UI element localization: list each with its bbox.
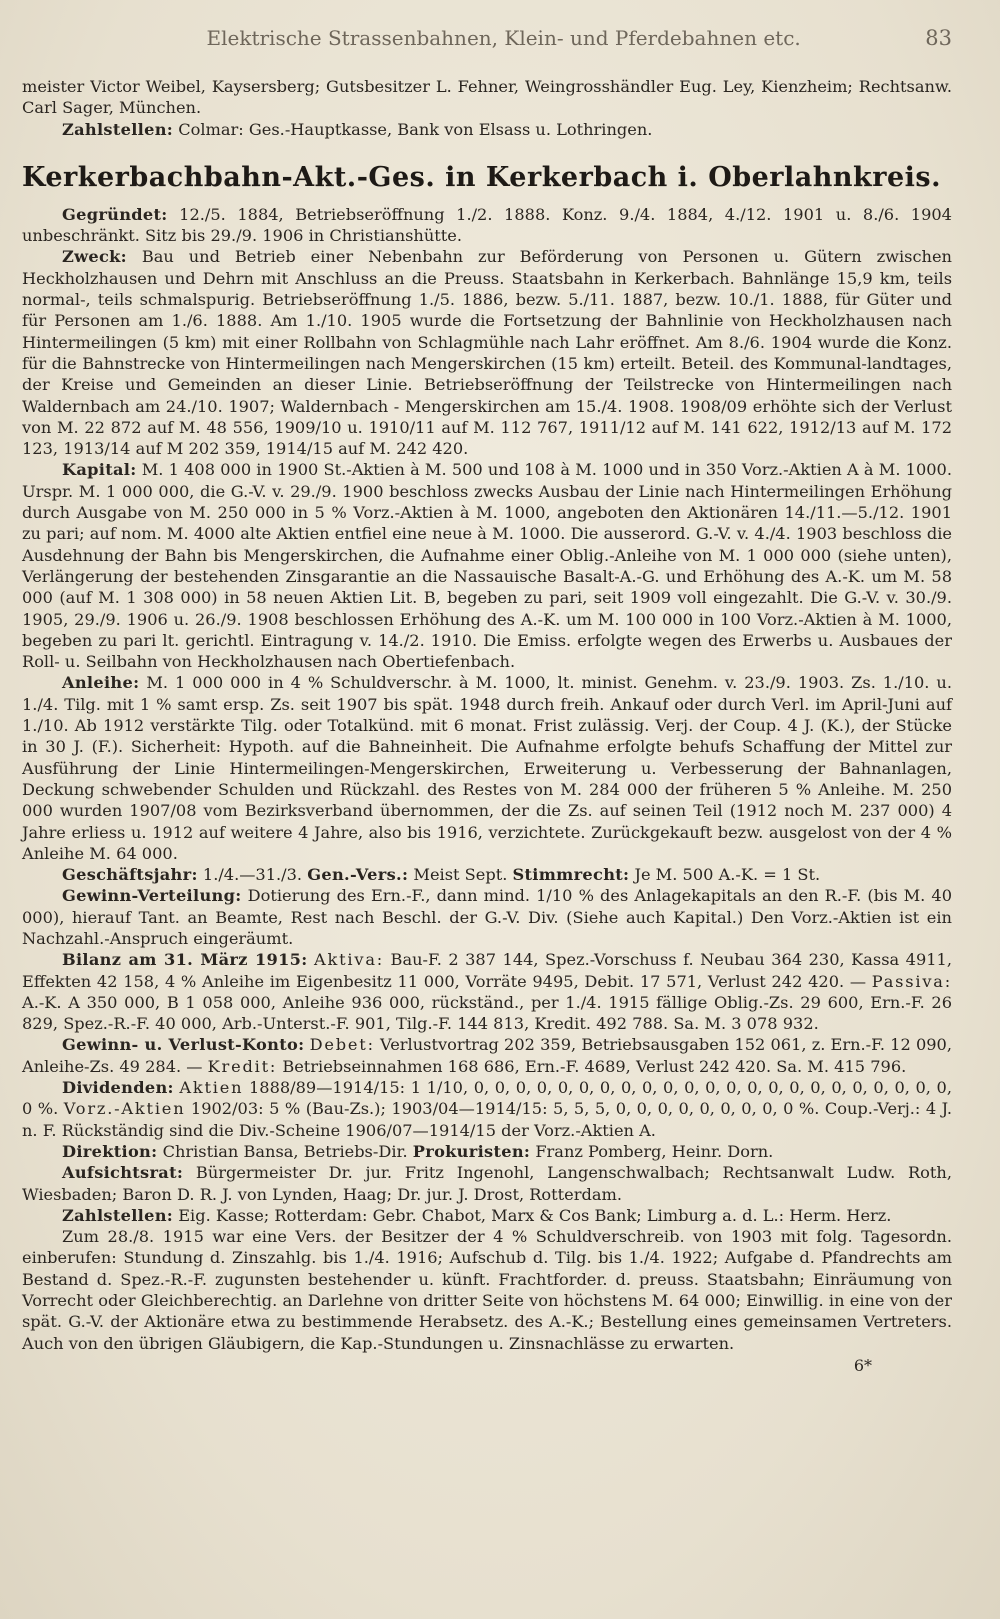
- zweck-label: Zweck:: [62, 247, 127, 267]
- gegruendet-text: 12./5. 1884, Betriebseröffnung 1./2. 1888. Konz. 9./4. 1884, 4./12. 1901 u. 8./6. 1904 unbeschränkt. Sitz bis 29./9. 1906 in Christianshütte.: [22, 204, 952, 246]
- page-number: 83: [925, 26, 952, 50]
- gegruendet-label: Gegründet:: [62, 204, 168, 224]
- passiva-text: A.-K. A 350 000, B 1 058 000, Anleihe 936 000, rückständ., per 1./4. 1915 fällige Oblig.-Zs. 29 600, Ern.-F. 26 829, Spez.-R.-F. 40 000, Arb.-Unterst.-F. 901, Tilg.-F. 144 813, Kredit. 492 788. Sa. M. 3 078 932.: [22, 992, 952, 1034]
- prokuristen-text: Franz Pomberg, Heinr. Dorn.: [535, 1141, 774, 1161]
- aktiva-text: Bau-F. 2 387 144, Spez.-Vorschuss f. Neubau 364 230, Kassa 4911, Effekten 42 158, 4 % Anleihe im Eigenbesitz 11 000, Vorräte 9495, Debit. 17 571, Verlust 242 420. —: [22, 950, 953, 991]
- company-title: Kerkerbachbahn-Akt.-Ges. in Kerkerbach i. Oberlahnkreis.: [22, 161, 941, 193]
- aktien-label: Aktien: [179, 1078, 244, 1098]
- aufsichtsrat-paragraph: [22, 1162, 952, 1205]
- zahlstellen2-paragraph: [22, 1205, 952, 1226]
- prokuristen-label: Prokuristen:: [412, 1141, 531, 1161]
- direktion-paragraph: [22, 1141, 952, 1162]
- aktiva-label: Aktiva:: [314, 950, 385, 970]
- zweck-text: Bau und Betrieb einer Nebenbahn zur Beförderung von Personen u. Gütern zwischen Heckholzhausen und Dehrn mit Anschluss an die Preuss. Staatsbahn in Kerkerbach. Bahnlänge 15,9 km, teils normal-, teils schmalspurig. Betriebseröffnung 1./5. 1886, bezw. 5./11. 1887, bezw. 10./1. 1888, für Güter und für Personen am 1./6. 1888. Am 1./10. 1905 wurde die Fortsetzung der Bahnlinie von Heckholzhausen nach Hintermeilingen (5 km) mit einer Rollbahn von Schlagmühle nach Lahr eröffnet. Am 8./6. 1904 wurde die Konz. für die Bahnstrecke von Hintermeilingen nach Mengerskirchen (15 km) erteilt. Beteil. des Kommunal-landtages, der Kreise und Gemeinden an dieser Linie. Betriebseröffnung der Teilstrecke von Hintermeilingen nach Waldernbach am 24./10. 1907; Waldernbach - Mengerskirchen am 15./4. 1908. 1908/09 erhöhte sich der Verlust von M. 22 872 auf M. 48 556, 1909/10 u. 1910/11 auf M. 112 767, 1911/12 auf M. 141 622, 1912/13 auf M. 172 123, 1913/14 auf M 202 359, 1914/15 auf M. 242 420.: [22, 247, 952, 459]
- geschaeftsjahr-label: Geschäftsjahr:: [62, 865, 198, 885]
- dividenden-paragraph: [22, 1077, 952, 1141]
- debet-text: Verlustvortrag 202 359, Betriebsausgaben 152 061, z. Ern.-F. 12 090, Anleihe-Zs. 49 284. —: [22, 1035, 952, 1076]
- stimmrecht-text: Je M. 500 A.-K. = 1 St.: [634, 865, 821, 885]
- stimmrecht-label: Stimmrecht:: [512, 865, 630, 885]
- geschaeftsjahr-text: 1./4.—31./3.: [202, 865, 303, 885]
- aufsichtsrat-text: Bürgermeister Dr. jur. Fritz Ingenohl, Langenschwalbach; Rechtsanwalt Ludw. Roth, Wiesbaden; Baron D. R. J. von Lynden, Haag; Dr. jur. J. Drost, Rotterdam.: [22, 1163, 952, 1204]
- direktion-label: Direktion:: [62, 1141, 158, 1161]
- bilanz-paragraph: [22, 949, 952, 1034]
- signature-mark: 6*: [853, 1355, 872, 1375]
- gewinn-verteilung-text: Dotierung des Ern.-F., dann mind. 1/10 % des Anlagekapitals an den R.-F. (bis M. 40 000), hierauf Tant. an Beamte, Rest nach Beschl. der G.-V. Div. (Siehe auch Kapital.) Den Vorz.-Aktien ist ein Nachzahl.-Anspruch eingeräumt.: [22, 886, 952, 948]
- running-header: [22, 26, 952, 50]
- bilanz-label: Bilanz am 31. März 1915:: [62, 950, 308, 970]
- gewinn-verteilung-paragraph: [22, 885, 952, 949]
- zweck-paragraph: [22, 246, 952, 459]
- intro-text: meister Victor Weibel, Kaysersberg; Gutsbesitzer L. Fehner, Weingrosshändler Eug. Ley, Kienzheim; Rechtsanw. Carl Sager, München.: [22, 77, 952, 118]
- zahlstellen2-label: Zahlstellen:: [62, 1205, 174, 1225]
- note-text: Zum 28./8. 1915 war eine Vers. der Besitzer der 4 % Schuldverschreib. von 1903 mit folg. Tagesordn. einberufen: Stundung d. Zinszahlg. bis 1./4. 1916; Aufschub d. Tilg. bis 1./4. 1922; Aufgabe d. Pfandrechts am Bestand d. Spez.-R.-F. zugunsten bestehender u. künft. Frachtforder. d. preuss. Staatsbahn; Einräumung von Vorrecht oder Gleichberechtig. an Darlehne von dritter Seite von höchstens M. 64 000; Einwillig. in eine von der spät. G.-V. der Aktionäre etwa zu bestimmende Herabsetz. des A.-K.; Bestellung eines gemeinsamen Vertreters. Auch von den übrigen Gläubigern, die Kap.-Stundungen u. Zinsnachlässe zu erwarten.: [22, 1227, 952, 1353]
- zahlstellen2-text: Eig. Kasse; Rotterdam: Gebr. Chabot, Marx & Cos Bank; Limburg a. d. L.: Herm. Herz.: [178, 1205, 892, 1225]
- aufsichtsrat-label: Aufsichtsrat:: [62, 1163, 184, 1183]
- running-title: Elektrische Strassenbahnen, Klein- und Pferdebahnen etc.: [206, 26, 801, 50]
- kredit-text: Betriebseinnahmen 168 686, Ern.-F. 4689, Verlust 242 420. Sa. M. 415 796.: [282, 1056, 907, 1076]
- passiva-label: Passiva:: [871, 971, 952, 991]
- vorz-aktien-text: 1902/03: 5 % (Bau-Zs.); 1903/04—1914/15: 5, 5, 5, 0, 0, 0, 0, 0, 0, 0, 0, 0 %. Coup.-Verj.: 4 J. n. F. Rückständig sind die Div.-Scheine 1906/07—1914/15 der Vorz.-Aktien A.: [22, 1099, 952, 1140]
- zahlstellen-paragraph: [22, 119, 952, 140]
- kapital-text: M. 1 408 000 in 1900 St.-Aktien à M. 500 und 108 à M. 1000 und in 350 Vorz.-Aktien A à M. 1000. Urspr. M. 1 000 000, die G.-V. v. 29./9. 1900 beschloss zwecks Ausbau der Linie nach Hintermeilingen Erhöhung durch Ausgabe von M. 250 000 in 5 % Vorz.-Aktien à M. 1000, angeboten den Aktionären 14./11.—5./12. 1901 zu pari; auf nom. M. 4000 alte Aktien entfiel eine neue à M. 1000. Die ausserord. G.-V. v. 4./4. 1903 beschloss die Ausdehnung der Bahn bis Mengerskirchen, die Aufnahme einer Oblig.-Anleihe von M. 1 000 000 (siehe unten), Verlängerung der bestehenden Zinsgarantie an die Nassauische Basalt-A.-G. und Erhöhung des A.-K. um M. 58 000 (auf M. 1 308 000) in 58 neuen Aktien Lit. B, begeben zu pari, seit 1909 voll eingezahlt. Die G.-V. v. 30./9. 1905, 29./9. 1906 u. 26./9. 1908 beschlossen Erhöhung des A.-K. um M. 100 000 in 100 Vorz.-Aktien à M. 1000, begeben zu pari lt. gerichtl. Eintragung v. 14./2. 1910. Die Emiss. erfolgte wegen des Erwerbs u. Ausbaues der Roll- u. Seilbahn von Heckholzhausen nach Obertiefenbach.: [22, 460, 952, 672]
- anleihe-label: Anleihe:: [62, 673, 140, 693]
- debet-label: Debet:: [309, 1035, 375, 1055]
- zahlstellen-text: Colmar: Ges.-Hauptkasse, Bank von Elsass u. Lothringen.: [178, 119, 653, 139]
- gewinn-verlust-label: Gewinn- u. Verlust-Konto:: [62, 1035, 305, 1055]
- vorz-aktien-label: Vorz.-Aktien: [63, 1099, 186, 1119]
- note-paragraph: [22, 1226, 952, 1354]
- anleihe-paragraph: [22, 672, 952, 864]
- zahlstellen-label: Zahlstellen:: [62, 119, 174, 139]
- intro-paragraph: [22, 76, 952, 119]
- kapital-label: Kapital:: [62, 460, 137, 480]
- gegruendet-paragraph: [22, 204, 952, 247]
- dividenden-label: Dividenden:: [62, 1078, 174, 1098]
- kapital-paragraph: [22, 459, 952, 672]
- anleihe-text: M. 1 000 000 in 4 % Schuldverschr. à M. 1000, lt. minist. Genehm. v. 23./9. 1903. Zs. 1./10. u. 1./4. Tilg. mit 1 % samt ersp. Zs. seit 1907 bis spät. 1948 durch freih. Ankauf oder durch Verl. im April-Juni auf 1./10. Ab 1912 verstärkte Tilg. oder Totalkünd. mit 6 monat. Frist zulässig. Verj. der Coup. 4 J. (K.), der Stücke in 30 J. (F.). Sicherheit: Hypoth. auf die Bahneinheit. Die Aufnahme erfolgte behufs Schaffung der Mittel zur Ausführung der Linie Hintermeilingen-Mengerskirchen, Erweiterung u. Verbesserung der Bahnanlagen, Deckung schwebender Schulden und Rückzahl. des Restes von M. 284 000 der früheren 5 % Anleihe. M. 250 000 wurden 1907/08 vom Bezirksverband übernommen, der die Zs. auf seinen Teil (1912 noch M. 237 000) 4 Jahre erliess u. 1912 auf weitere 4 Jahre, also bis 1916, verzichtete. Zurückgekauft bezw. ausgelost von der 4 % Anleihe M. 64 000.: [22, 673, 952, 863]
- gv-label: Gen.-Vers.:: [307, 865, 409, 885]
- gv-text: Meist Sept.: [413, 865, 508, 885]
- gewinn-verlust-paragraph: [22, 1034, 952, 1077]
- aktien-text: 1888/89—1914/15: 1 1/10, 0, 0, 0, 0, 0, 0, 0, 0, 0, 0, 0, 0, 0, 0, 0, 0, 0, 0, 0, 0, 0, 0, 0, 0 %.: [22, 1078, 952, 1119]
- kredit-label: Kredit:: [207, 1056, 278, 1076]
- geschaeftsjahr-paragraph: [22, 864, 952, 885]
- gewinn-verteilung-label: Gewinn-Verteilung:: [62, 886, 242, 906]
- direktion-text: Christian Bansa, Betriebs-Dir.: [162, 1141, 408, 1161]
